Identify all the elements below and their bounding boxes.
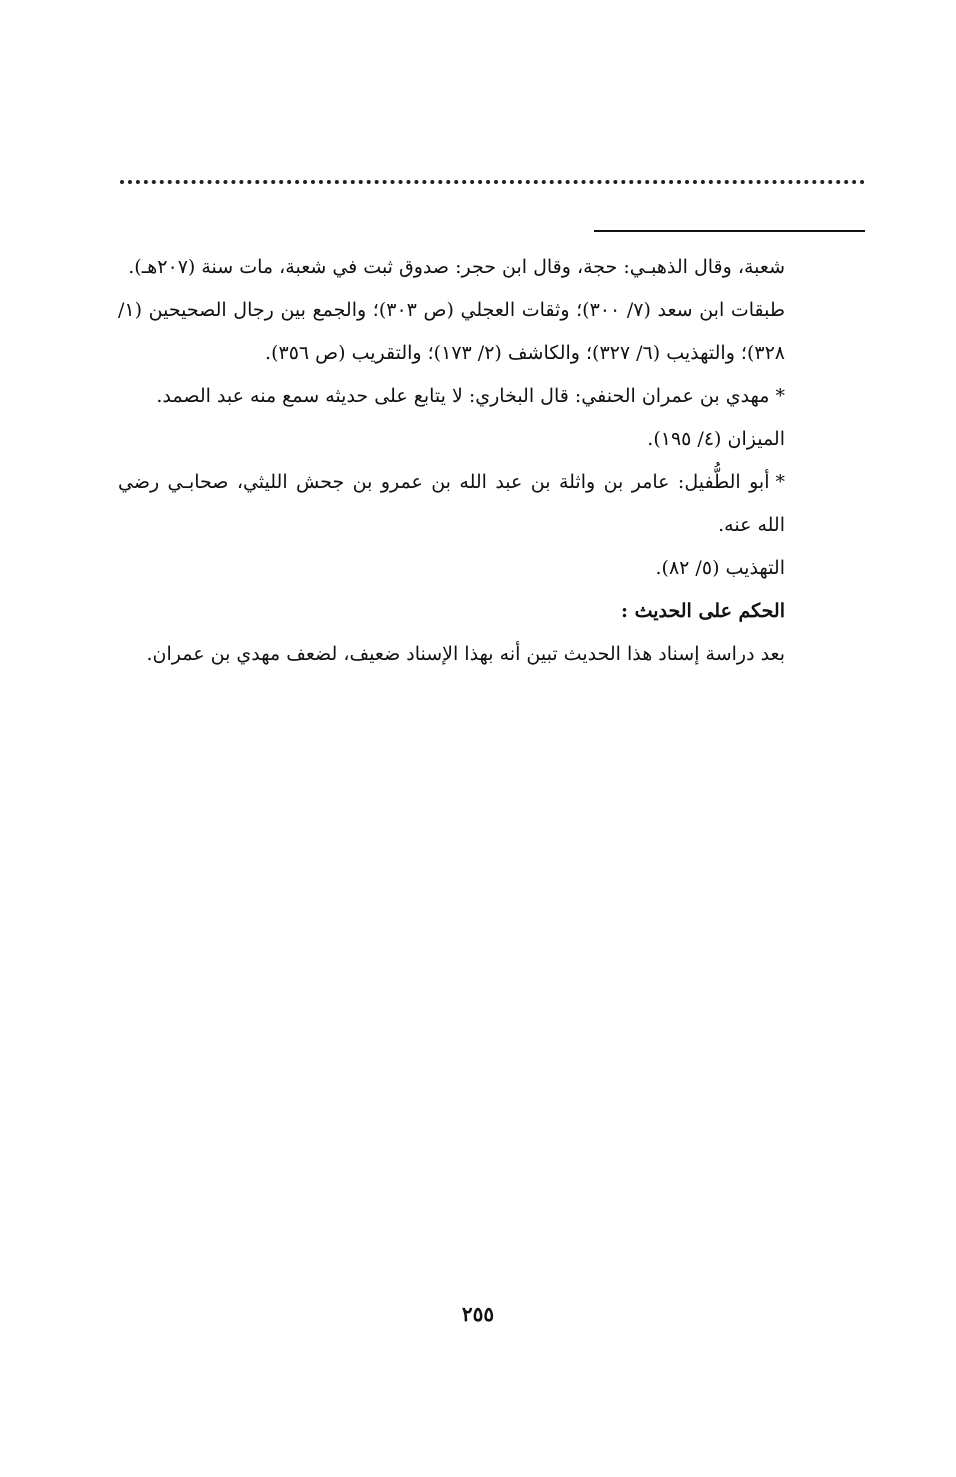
paragraph-sources-1: طبقات ابن سعد (٧/ ٣٠٠)؛ وثقات العجلي (ص ٣٠٣)؛ والجمع بين رجال الصحيحين (١/ ٣٢٨)؛ والتهذيب (٦/ ٣٢٧)؛ والكاشف (٢/ ١٧٣)؛ والتقريب (ص ٣٥٦). xyxy=(118,299,785,364)
paragraph-mahdi-text: مهدي بن عمران الحنفي: قال البخاري: لا يتابع على حديثه سمع منه عبد الصمد. xyxy=(156,385,770,407)
paragraph-sources-2: الميزان (٤/ ١٩٥). xyxy=(647,428,785,450)
paragraph-abu-tufayl-text: أبو الطُّفيل: عامر بن واثلة بن عبد الله بن عمرو بن جحش الليثي، صحابـي رضي الله عنه. xyxy=(118,471,785,536)
page-number: ٢٥٥ xyxy=(461,1302,495,1326)
paragraph-shuba: شعبة، وقال الذهبـي: حجة، وقال ابن حجر: صدوق ثبت في شعبة، مات سنة (٢٠٧هـ). xyxy=(128,256,785,278)
dotted-separator xyxy=(120,180,865,196)
asterisk-marker: * xyxy=(775,471,785,493)
paragraph-ruling: بعد دراسة إسناد هذا الحديث تبين أنه بهذا الإسناد ضعيف، لضعف مهدي بن عمران. xyxy=(146,643,785,665)
asterisk-marker: * xyxy=(775,385,785,407)
paragraph-sources-3: التهذيب (٥/ ٨٢). xyxy=(655,557,785,579)
footnote-rule xyxy=(594,230,865,232)
paragraph-abu-tufayl xyxy=(118,461,785,547)
paragraph-mahdi xyxy=(118,375,785,418)
footnote-body xyxy=(118,246,785,676)
section-heading: الحكم على الحديث : xyxy=(620,600,785,622)
